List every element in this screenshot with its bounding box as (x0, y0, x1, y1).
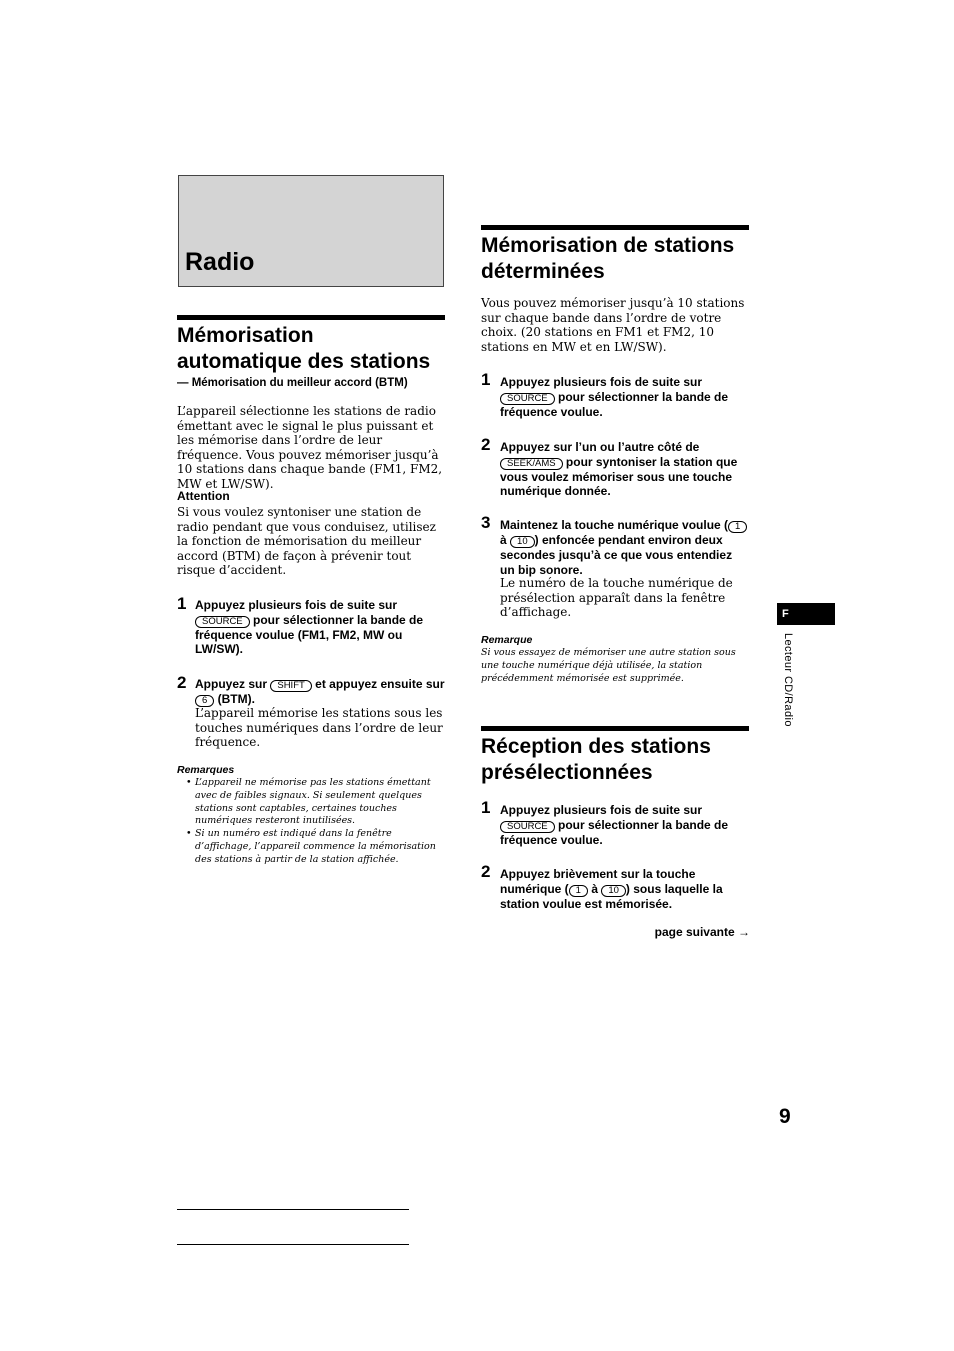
chapter-title-box (178, 175, 444, 287)
heading-line: Mémorisation de stations (481, 234, 735, 257)
next-page-link[interactable]: page suivante → (654, 925, 750, 939)
section-subheading: — Mémorisation du meilleur accord (BTM) (177, 377, 408, 389)
step-number: 2 (481, 862, 491, 881)
number-key: 10 (510, 536, 535, 548)
footer-line (177, 1244, 409, 1245)
source-key: SOURCE (195, 616, 250, 628)
heading-line: présélectionnées (481, 761, 653, 784)
section-heading-manual-memory (481, 233, 756, 285)
remark-text: Si vous essayez de mémoriser une autre station sous une touche numérique déjà utilisée, la station précédemment mémorisée est supprimée. (481, 647, 736, 684)
step-number: 1 (177, 594, 187, 613)
heading-line: Mémorisation (177, 324, 314, 347)
step-number: 1 (481, 370, 491, 389)
step-number: 1 (481, 798, 491, 817)
step-text: Maintenez la touche numérique voulue ( 1 à 10 ) enfoncée pendant environ deux secondes jusqu’à ce que vous entendiez un bip sonore. (500, 518, 750, 577)
step-number: 2 (481, 435, 491, 454)
heading-line: automatique des stations (177, 350, 431, 373)
step-text: Appuyez plusieurs fois de suite sur SOURCE pour sélectionner la bande de fréquence voulue. (500, 803, 729, 847)
step-number: 3 (481, 513, 491, 532)
number-key: 1 (728, 521, 747, 533)
step-number: 2 (177, 673, 187, 692)
number-key: 10 (601, 885, 626, 897)
page-number: 9 (779, 1105, 791, 1128)
attention-text: Si vous voulez syntoniser une station de radio pendant que vous conduisez, utilisez la fonction de mémorisation du meilleur accord (BTM) de façon à prévenir tout risque d’accident. (177, 505, 436, 577)
intro-paragraph: Vous pouvez mémoriser jusqu’à 10 stations sur chaque bande dans l’ordre de votre choix. (20 stations en FM1 et FM2, 10 stations en MW et en LW/SW). (481, 296, 745, 354)
source-key: SOURCE (500, 821, 555, 833)
step-description: Le numéro de la touche numérique de présélection apparaît dans la fenêtre d’affichage. (500, 576, 733, 619)
section-label: Lecteur CD/Radio (782, 633, 794, 727)
section-heading-preset-reception (481, 734, 756, 786)
section-rule (481, 225, 749, 230)
section-rule (177, 315, 445, 320)
remark-item: • L’appareil ne mémorise pas les stations émettant avec de faibles signaux. Si seulement quelques stations sont captables, certaines touches numériques resteront inutilisées. (195, 777, 444, 828)
footer-line (177, 1209, 409, 1210)
step-text: Appuyez brièvement sur la touche numérique ( 1 à 10 ) sous laquelle la station voulue est mémorisée. (500, 867, 723, 911)
number-key: 1 (569, 885, 588, 897)
remarks-title: Remarques (177, 764, 235, 776)
heading-line: déterminées (481, 260, 605, 283)
section-heading-auto-memory (177, 323, 447, 375)
number-key: 6 (195, 695, 214, 707)
step-text: Appuyez plusieurs fois de suite sur SOURCE pour sélectionner la bande de fréquence voulue (FM1, FM2, MW ou LW/SW). (195, 598, 424, 657)
source-key: SOURCE (500, 393, 555, 405)
heading-line: Réception des stations (481, 735, 711, 758)
remark-title: Remarque (481, 634, 533, 646)
step-text: Appuyez sur l’un ou l’autre côté de SEEK/AMS pour syntoniser la station que vous voulez mémoriser sous une touche numérique donnée. (500, 440, 738, 499)
shift-key: SHIFT (270, 680, 311, 692)
language-tab: F (777, 603, 835, 625)
remark-item: • Si un numéro est indiqué dans la fenêtre d’affichage, l’appareil commence la mémorisation des stations à partir de la station affichée. (195, 828, 444, 866)
intro-paragraph: L’appareil sélectionne les stations de radio émettant avec le signal le plus puissant et les mémorise dans l’ordre de leur fréquence. Vous pouvez mémoriser jusqu’à 10 stations dans chaque bande (FM1, FM2, MW et LW/SW). (177, 404, 443, 491)
attention-title: Attention (177, 489, 230, 503)
step-text: Appuyez sur SHIFT et appuyez ensuite sur 6 (BTM). (195, 677, 445, 706)
step-description: L’appareil mémorise les stations sous les touches numériques dans l’ordre de leur fréquence. (195, 706, 443, 749)
section-rule (481, 726, 749, 731)
step-text: Appuyez plusieurs fois de suite sur SOURCE pour sélectionner la bande de fréquence voulue. (500, 375, 729, 419)
remarks-list (186, 777, 444, 867)
chapter-title: Radio (185, 248, 255, 276)
seek-ams-key: SEEK/AMS (500, 458, 563, 470)
